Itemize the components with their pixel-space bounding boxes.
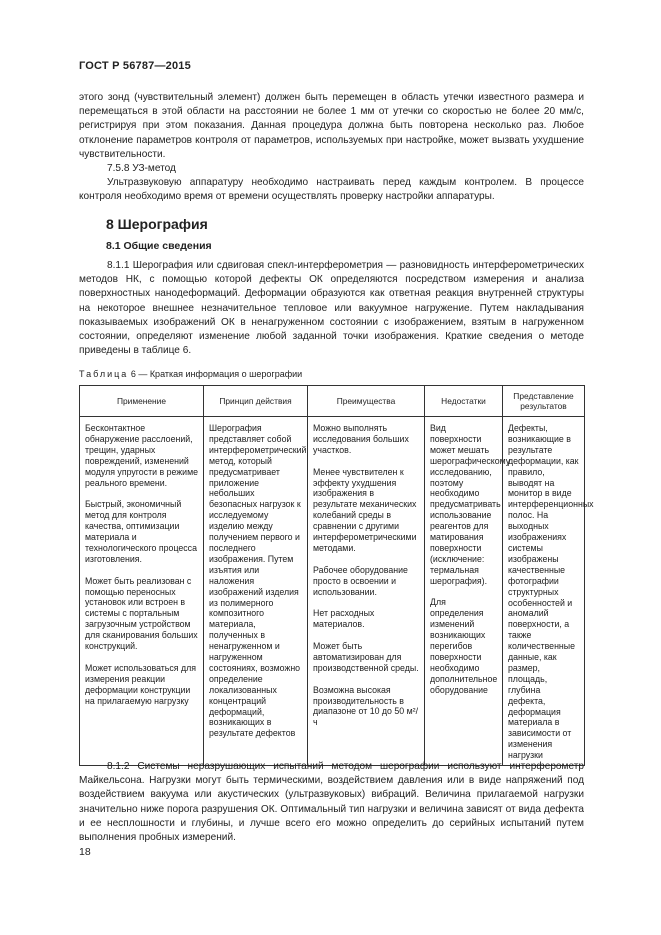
header-cell: Принцип действия — [204, 386, 308, 417]
page-number: 18 — [79, 846, 91, 858]
cell-paragraph: Шерография представляет собой интерферометрический метод, который предусматривает приложение небольших безопасных нагрузок к исследуемому изделию между получением первого и последнего изображения. Путем изъятия или наложения изображений изделия из полимерного композитного материала, полученных в ненагруженном и нагруженном состояниях, возможно определение локализованных концентраций деформаций, возникающих в результате дефектов — [209, 423, 307, 739]
cell-paragraph: Бесконтактное обнаружение расслоений, трещин, ударных повреждений, изменений модуля упругости в режиме реального времени. — [85, 423, 199, 488]
table-row — [80, 417, 585, 766]
cell-paragraph: Для определения изменений возникающих перегибов поверхности необходимо дополнительное оборудование — [430, 597, 498, 695]
subsection-heading: 7.5.8 УЗ-метод — [107, 163, 176, 175]
intro-paragraph-2: Ультразвуковую аппаратуру необходимо настраивать перед каждым контролем. В процессе контроля необходимо время от времени осуществлять проверку настройки аппаратуры. — [79, 177, 584, 203]
cell-paragraph: Дефекты, возникающие в результате деформации, как правило, выводят на монитор в виде интерференционных полос. На выходных изображениях системы изображены качественные фотографии структурных особенностей и аномалий поверхности, а также количественные данные, как размер, площадь, глубина дефекта, деформация материала в зависимости от изменения нагрузки — [508, 423, 594, 761]
cell-paragraph: Может использоваться для измерения реакции деформации конструкции на прилагаемую нагрузку — [85, 662, 197, 706]
table-caption-text: 6 — Краткая информация о шерографии — [130, 369, 303, 379]
cell-paragraph: Вид поверхности может мешать шерографическому исследованию, поэтому необходимо предусматривать использование реагентов для матирования поверхности (исключение: термальная шерография). — [430, 423, 511, 586]
application-cell — [80, 417, 204, 766]
advantages-cell — [308, 417, 425, 766]
header-cell: Представление результатов — [503, 386, 585, 417]
table-caption-label: Таблица — [79, 369, 129, 379]
cell-paragraph: Может быть автоматизирован для производственной среды. — [313, 641, 419, 673]
info-table — [79, 385, 594, 766]
after-paragraph: 8.1.2 Системы неразрушающих испытаний методом шерографии используют интерферометр Майкельсона. Нагрузки могут быть термическими, воздействием давления или в виде напряжений под воздействием вакуума или акустических (ультразвуковых) вибраций. Величина прилагаемой нагрузки значительно ниже порога разрушения ОК. Оптимальный тип нагрузки и величина зависят от вида дефекта и ее несплошности и глубины, и лучше всего его можно определить до серийных испытаний путем выполнения пробных измерений. — [79, 761, 584, 844]
cell-paragraph: Можно выполнять исследования больших участков. — [313, 423, 409, 455]
table-header-row — [80, 386, 585, 417]
results-cell — [503, 417, 594, 766]
after-table-block — [79, 760, 584, 845]
cell-paragraph: Может быть реализован с помощью переносных установок или встроен в системы с портальным загрузочным устройством для сканирования больших конструкций. — [85, 575, 198, 652]
header-cell: Применение — [80, 386, 204, 417]
section-paragraph: 8.1.1 Шерография или сдвиговая спекл-интерферометрия — разновидность интерферометрических методов НК, с помощью которой дефекты ОК определяются посредством измерения и анализа поверхностных нанодеформаций. Деформации образуются как ответная реакция внутренней структуры на некоторое внешнее незначительное тепловое или вакуумное нагружение. Путем накладывания показываемых изображений ОК в ненагруженном состоянии с изображением, взятым в нагруженном состоянии, определяют изменение любой заданной точки изображения. Краткие сведения о методе приведены в таблице 6. — [79, 260, 584, 357]
intro-paragraph: этого зонд (чувствительный элемент) должен быть перемещен в область утечки известного размера и перемещаться в этой области на расстоянии не более 1 мм от утечки со скоростью не более 20 мм/с, регистрируя при этом показания. Данная процедура должна быть повторена несколько раз. Любое отклонение параметров контроля от параметров, используемых при настройке, может вызвать ухудшение чувствительности. — [79, 92, 584, 160]
cell-paragraph: Менее чувствителен к эффекту ухудшения изображения в результате механических колебаний среды в сравнении с другими интерферометрическими методами. — [313, 466, 417, 553]
section-title: 8 Шерография — [106, 216, 208, 232]
cell-paragraph: Возможна высокая производительность в диапазоне от 10 до 50 м²/ч — [313, 684, 419, 728]
section-body — [79, 259, 584, 358]
section-subtitle: 8.1 Общие сведения — [106, 240, 212, 252]
principle-cell — [204, 417, 308, 766]
cell-paragraph: Нет расходных материалов. — [313, 608, 375, 630]
document-header: ГОСТ Р 56787—2015 — [79, 60, 191, 72]
cell-paragraph: Быстрый, экономичный метод для контроля качества, оптимизации материала и технологического процесса изготовления. — [85, 499, 197, 564]
disadvantages-cell — [425, 417, 511, 766]
table-caption — [79, 369, 302, 379]
header-cell: Преимущества — [308, 386, 425, 417]
intro-block — [79, 91, 584, 205]
header-cell: Недостатки — [425, 386, 503, 417]
cell-paragraph: Рабочее оборудование просто в освоении и использовании. — [313, 564, 408, 597]
